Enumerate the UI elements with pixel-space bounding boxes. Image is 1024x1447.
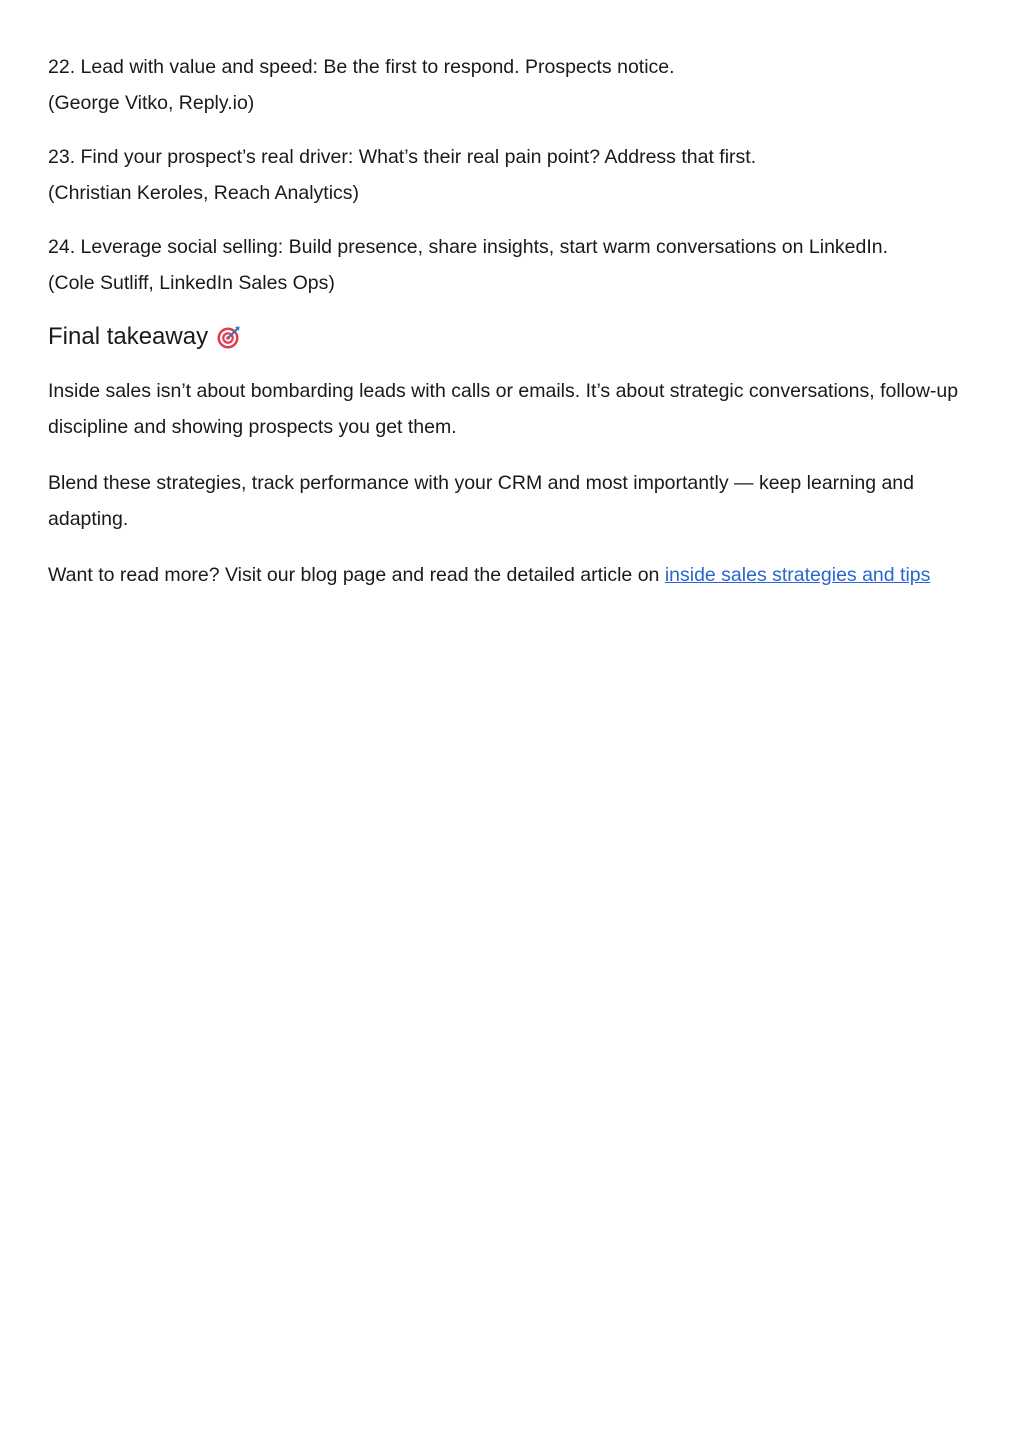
target-icon (216, 324, 242, 350)
tip-22 (48, 49, 976, 121)
tip-23 (48, 139, 976, 211)
read-more-paragraph (48, 557, 976, 593)
read-more-text: Want to read more? Visit our blog page and read the detailed article on (48, 564, 665, 586)
tip-24 (48, 229, 976, 301)
takeaway-paragraph-2: Blend these strategies, track performance with your CRM and most importantly — keep learning and adapting. (48, 472, 914, 530)
final-takeaway-heading (48, 319, 976, 355)
heading-text: Final takeaway (48, 323, 209, 350)
tip-text: 24. Leverage social selling: Build presence, share insights, start warm conversations on LinkedIn. (48, 236, 889, 258)
tip-source: (George Vitko, Reply.io) (48, 92, 255, 114)
tip-text: 23. Find your prospect’s real driver: What’s their real pain point? Address that first. (48, 146, 757, 168)
tip-source: (Cole Sutliff, LinkedIn Sales Ops) (48, 272, 335, 294)
takeaway-paragraph-1: Inside sales isn’t about bombarding leads with calls or emails. It’s about strategic conversations, follow-up discipline and showing prospects you get them. (48, 380, 959, 438)
tip-source: (Christian Keroles, Reach Analytics) (48, 182, 360, 204)
tip-text: 22. Lead with value and speed: Be the first to respond. Prospects notice. (48, 56, 675, 78)
article-link[interactable]: inside sales strategies and tips (664, 564, 931, 586)
